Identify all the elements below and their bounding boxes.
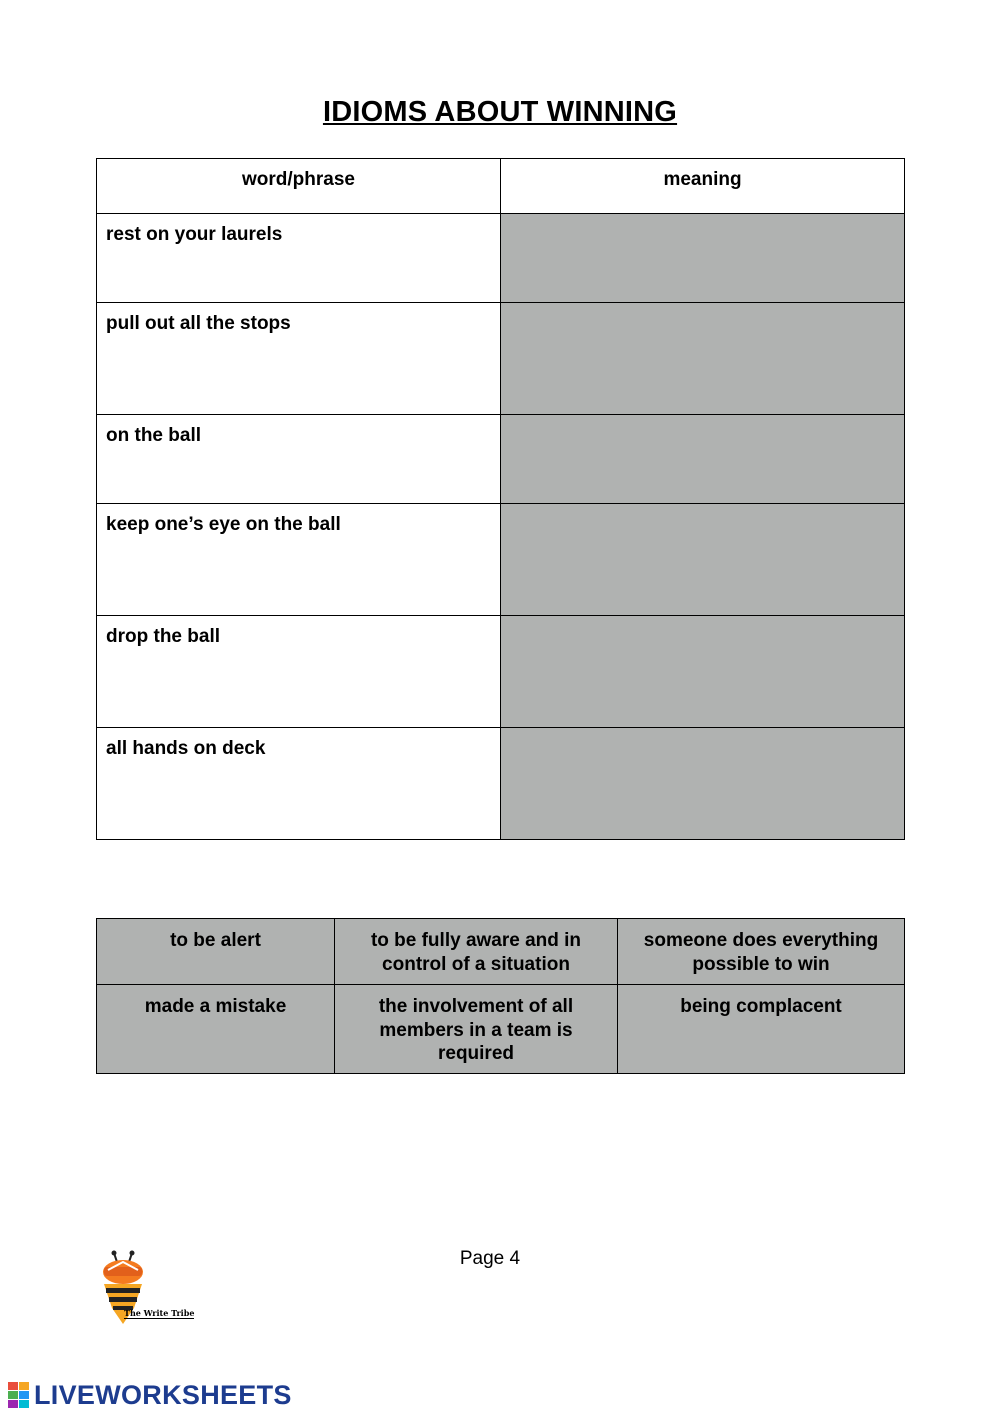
answer-card[interactable]: to be fully aware and in control of a situation (335, 919, 618, 985)
meaning-drop-zone[interactable] (501, 728, 905, 840)
table-row (97, 616, 905, 728)
answer-card[interactable]: to be alert (97, 919, 335, 985)
lw-blocks-icon (8, 1382, 30, 1408)
table-row (97, 303, 905, 415)
meaning-drop-zone[interactable] (501, 504, 905, 616)
table-row (97, 214, 905, 303)
liveworksheets-brand[interactable] (8, 1380, 292, 1410)
phrase-cell: all hands on deck (97, 728, 501, 840)
answer-card[interactable]: someone does everything possible to win (618, 919, 905, 985)
phrase-cell: rest on your laurels (97, 214, 501, 303)
phrase-cell: on the ball (97, 415, 501, 504)
phrase-cell: keep one’s eye on the ball (97, 504, 501, 616)
table-header-row (97, 159, 905, 214)
write-tribe-logo (98, 1250, 208, 1328)
answer-bank (96, 918, 905, 1074)
page-title: IDIOMS ABOUT WINNING (322, 96, 678, 128)
table-row (97, 728, 905, 840)
column-header-meaning: meaning (501, 159, 905, 214)
column-header-phrase: word/phrase (97, 159, 501, 214)
answer-card[interactable]: made a mistake (97, 985, 335, 1074)
page-number: Page 4 (459, 1248, 521, 1269)
answer-row (97, 985, 905, 1074)
meaning-drop-zone[interactable] (501, 415, 905, 504)
table-row (97, 415, 905, 504)
meaning-drop-zone[interactable] (501, 303, 905, 415)
answer-row (97, 919, 905, 985)
brand-name: LIVEWORKSHEETS (34, 1379, 292, 1410)
phrase-cell: drop the ball (97, 616, 501, 728)
answer-card[interactable]: being complacent (618, 985, 905, 1074)
phrase-cell: pull out all the stops (97, 303, 501, 415)
idioms-table (96, 158, 905, 840)
meaning-drop-zone[interactable] (501, 214, 905, 303)
table-row (97, 504, 905, 616)
logo-text: The Write Tribe (124, 1308, 195, 1318)
answer-card[interactable]: the involvement of all members in a team is required (335, 985, 618, 1074)
meaning-drop-zone[interactable] (501, 616, 905, 728)
